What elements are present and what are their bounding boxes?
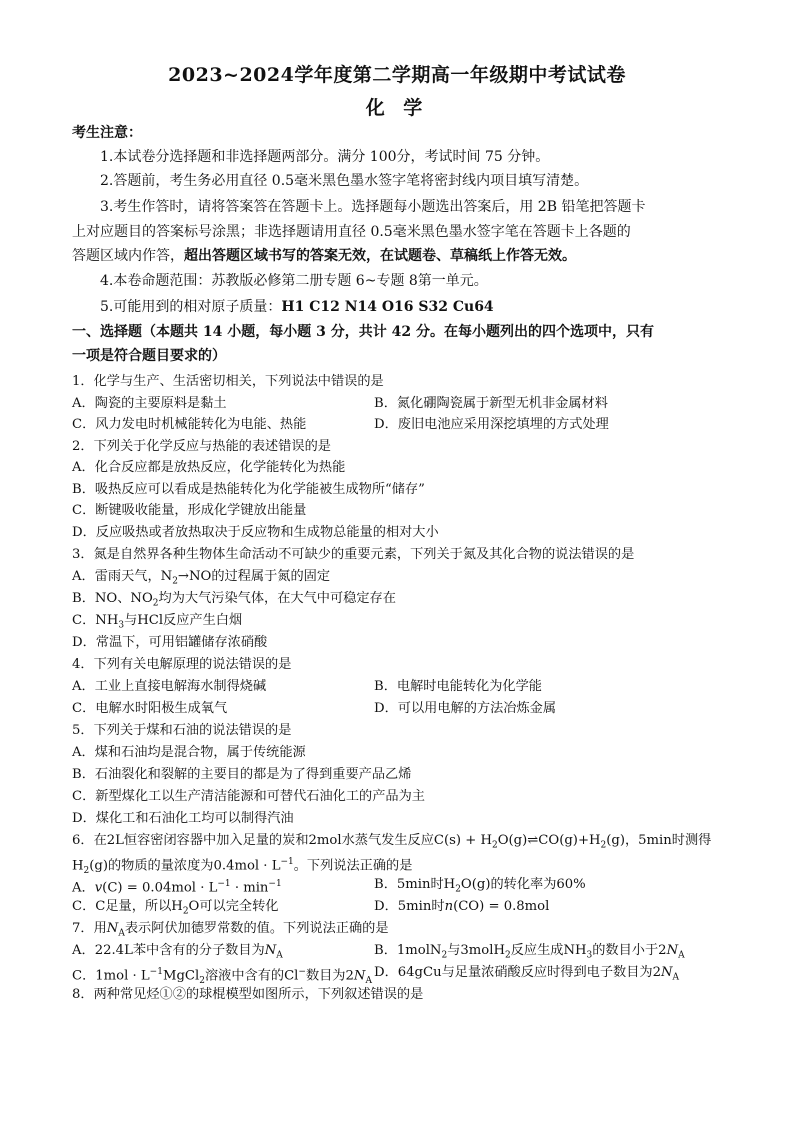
question-4-option-b: B．电解时电能转化为化学能 bbox=[374, 679, 542, 694]
question-6-stem-line-2: $H_2(g)$的物质的量浓度为$0.4mol \cdot L^{-1}$。下列说法正确的是 bbox=[72, 857, 413, 877]
question-4-option-a: A．工业上直接电解海水制得烧碱 bbox=[72, 679, 267, 694]
question-7-stem: 7．用$N_A$表示阿伏加德罗常数的值。下列说法正确的是 bbox=[72, 921, 389, 939]
question-3-option-a: A．雷雨天气，$N_2\to NO$的过程属于氮的固定 bbox=[72, 569, 331, 587]
question-8-stem: 8．两种常见烃①②的球棍模型如图所示，下列叙述错误的是 bbox=[72, 987, 424, 1002]
notice-item-3-line-3: 答题区域内作答，超出答题区域书写的答案无效，在试题卷、草稿纸上作答无效。 bbox=[72, 248, 576, 264]
notice-heading: 考生注意： bbox=[72, 125, 142, 141]
question-1-option-c: C．风力发电时机械能转化为电能、热能 bbox=[72, 417, 307, 432]
question-4-option-c: C．电解水时阳极生成氧气 bbox=[72, 701, 228, 716]
question-1-option-b: B．氮化硼陶瓷属于新型无机非金属材料 bbox=[374, 396, 608, 411]
notice-item-3-line-1: 3.考生作答时，请将答案答在答题卡上。选择题每小题选出答案后，用 2B 铅笔把答题卡 bbox=[100, 199, 646, 215]
question-4-stem: 4．下列有关电解原理的说法错误的是 bbox=[72, 657, 292, 672]
question-6-option-c: C．C足量，所以$H_2O$可以完全转化 bbox=[72, 899, 279, 917]
question-1-option-a: A．陶瓷的主要原料是黏土 bbox=[72, 396, 227, 411]
question-6-option-b: B．5min时$H_2O(g)$的转化率为60% bbox=[374, 877, 586, 895]
notice-item-2: 2.答题前，考生务必用直径 0.5毫米黑色墨水签字笔将密封线内项目填写清楚。 bbox=[100, 173, 589, 189]
question-6-option-a: A．$v(C) = 0.04mol \cdot L^{-1} \cdot \min^{-1}$ bbox=[72, 879, 282, 896]
question-6-stem-line-1: 6．在2L恒容密闭容器中加入足量的炭和2mol水蒸气发生反应$C(s) + H_2O(g)\rightleftharpoons CO(g)+H_2(g)$，5min时测得 bbox=[72, 833, 712, 851]
question-5-option-d: D．煤化工和石油化工均可以制得汽油 bbox=[72, 811, 294, 826]
question-7-option-d: D．64gCu与足量浓硝酸反应时得到电子数目为$2N_A$ bbox=[374, 965, 680, 983]
question-7-option-c: C．$1mol \cdot L^{-1}MgCl_2$溶液中含有的Cl−数目为$2N_A$ bbox=[72, 967, 372, 987]
question-2-stem: 2．下列关于化学反应与热能的表述错误的是 bbox=[72, 439, 331, 454]
question-3-option-b: B．NO、$NO_2$均为大气污染气体，在大气中可稳定存在 bbox=[72, 591, 396, 609]
question-2-option-a: A．化合反应都是放热反应，化学能转化为热能 bbox=[72, 460, 346, 475]
question-6-option-d: D．5min时n(CO) = 0.8mol bbox=[374, 899, 550, 914]
question-1-option-d: D．废旧电池应采用深挖填埋的方式处理 bbox=[374, 417, 609, 432]
section-heading-line-1: 一、选择题（本题共 14 小题，每小题 3 分，共计 42 分。在每小题列出的四个选项中，只有 bbox=[72, 324, 654, 340]
question-3-option-c: C．$NH_3$与HCl反应产生白烟 bbox=[72, 613, 243, 631]
notice-item-1: 1.本试卷分选择题和非选择题两部分。满分 100分，考试时间 75 分钟。 bbox=[100, 149, 550, 165]
section-heading-line-2: 一项是符合题目要求的） bbox=[72, 348, 226, 364]
question-4-option-d: D．可以用电解的方法冶炼金属 bbox=[374, 701, 557, 716]
question-2-option-c: C．断键吸收能量，形成化学键放出能量 bbox=[72, 503, 307, 518]
notice-item-3-line-2: 上对应题目的答案标号涂黑；非选择题请用直径 0.5毫米黑色墨水签字笔在答题卡上各题的 bbox=[72, 224, 631, 240]
notice-item-5: 5.可能用到的相对原子质量：H1 C12 N14 O16 S32 Cu64 bbox=[100, 299, 494, 315]
subject-title: 化 学 bbox=[365, 97, 429, 119]
question-3-stem: 3．氮是自然界各种生物体生命活动不可缺少的重要元素，下列关于氮及其化合物的说法错误的是 bbox=[72, 547, 635, 562]
question-7-option-a: A．22.4L苯中含有的分子数目为$N_A$ bbox=[72, 943, 283, 961]
question-2-option-d: D．反应吸热或者放热取决于反应物和生成物总能量的相对大小 bbox=[72, 525, 439, 540]
exam-title: 2023~2024学年度第二学期高一年级期中考试试卷 bbox=[168, 64, 626, 86]
question-2-option-b: B．吸热反应可以看成是热能转化为化学能被生成物所“储存” bbox=[72, 482, 425, 497]
question-1-stem: 1．化学与生产、生活密切相关，下列说法中错误的是 bbox=[72, 374, 384, 389]
notice-item-4: 4.本卷命题范围：苏教版必修第二册专题 6~专题 8第一单元。 bbox=[100, 273, 488, 289]
question-5-option-a: A．煤和石油均是混合物，属于传统能源 bbox=[72, 745, 306, 760]
question-5-option-b: B．石油裂化和裂解的主要目的都是为了得到重要产品乙烯 bbox=[72, 767, 412, 782]
question-7-option-b: B．1molN$_2$与3molH$_2$反应生成$NH_3$的数目小于$2N_A$ bbox=[374, 943, 685, 961]
question-5-stem: 5．下列关于煤和石油的说法错误的是 bbox=[72, 723, 292, 738]
question-3-option-d: D．常温下，可用铝罐储存浓硝酸 bbox=[72, 635, 268, 650]
question-5-option-c: C．新型煤化工以生产清洁能源和可替代石油化工的产品为主 bbox=[72, 789, 425, 804]
